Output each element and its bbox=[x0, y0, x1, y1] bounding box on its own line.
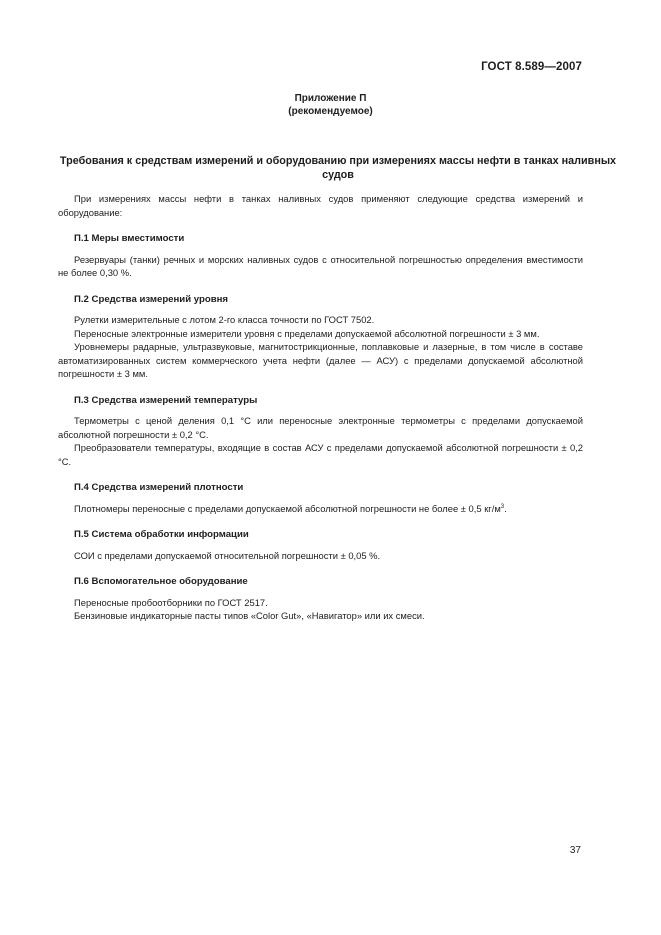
superscript: 3 bbox=[500, 503, 505, 510]
appendix-heading bbox=[0, 92, 661, 118]
section-paragraph: Переносные электронные измерители уровня с пределами допускаемой абсолютной погрешности ± 3 мм. bbox=[74, 327, 540, 339]
section-paragraph: СОИ с пределами допускаемой относительной погрешности ± 0,05 %. bbox=[74, 549, 381, 561]
appendix-subtitle: (рекомендуемое) bbox=[288, 106, 373, 117]
page-number: 37 bbox=[569, 845, 581, 856]
appendix-title: Приложение П bbox=[294, 93, 367, 104]
section-paragraph: Рулетки измерительные с лотом 2-го класса точности по ГОСТ 7502. bbox=[74, 314, 375, 325]
section-p3 bbox=[58, 394, 583, 469]
section-p1 bbox=[58, 232, 583, 280]
section-paragraph bbox=[58, 502, 583, 516]
document-code: ГОСТ 8.589—2007 bbox=[481, 61, 582, 73]
section-p6 bbox=[58, 575, 583, 623]
section-title: П.5 Система обработки информации bbox=[74, 529, 249, 540]
section-paragraph: Резервуары (танки) речных и морских наливных судов с относительной погрешностью определения вместимости не более 0,30 %. bbox=[58, 253, 583, 278]
section-title: П.6 Вспомогательное оборудование bbox=[74, 576, 248, 587]
section-title: П.1 Меры вместимости bbox=[74, 233, 185, 244]
section-title: П.2 Средства измерений уровня bbox=[74, 293, 228, 305]
section-title: П.4 Средства измерений плотности bbox=[74, 482, 244, 493]
sentence-end: . bbox=[504, 502, 507, 514]
document-body bbox=[58, 192, 583, 623]
section-title: П.3 Средства измерений температуры bbox=[74, 394, 258, 406]
density-text: Плотномеры переносные с пределами допускаемой абсолютной погрешности не более ± 0,5 кг/м bbox=[74, 502, 501, 514]
section-paragraph: Переносные пробоотборники по ГОСТ 2517. bbox=[74, 596, 268, 608]
section-paragraph: Преобразователи температуры, входящие в состав АСУ с пределами допускаемой абсолютной погрешности ± 0,2 °С. bbox=[58, 442, 583, 467]
section-paragraph: Бензиновые индикаторные пасты типов «Color Gut», «Навигатор» или их смеси. bbox=[74, 610, 425, 621]
section-p5 bbox=[58, 528, 583, 562]
main-title: Требования к средствам измерений и оборудованию при измерениях массы нефти в танках наливных судов bbox=[59, 155, 617, 181]
section-paragraph: Термометры с ценой деления 0,1 °С или переносные электронные термометры с пределами допускаемой абсолютной погрешности ± 0,2 °С. bbox=[58, 415, 583, 440]
section-paragraph: Уровнемеры радарные, ультразвуковые, магнитострикционные, поплавковые и лазерные, в том числе в составе автоматизированных систем коммерческого учета нефти (далее — АСУ) с пределами допускаемой абсолютной погрешности ± 3 мм. bbox=[58, 341, 583, 379]
intro-paragraph: При измерениях массы нефти в танках наливных судов применяют следующие средства измерений и оборудование: bbox=[58, 193, 583, 218]
section-p2 bbox=[58, 293, 583, 381]
section-p4 bbox=[58, 481, 583, 515]
